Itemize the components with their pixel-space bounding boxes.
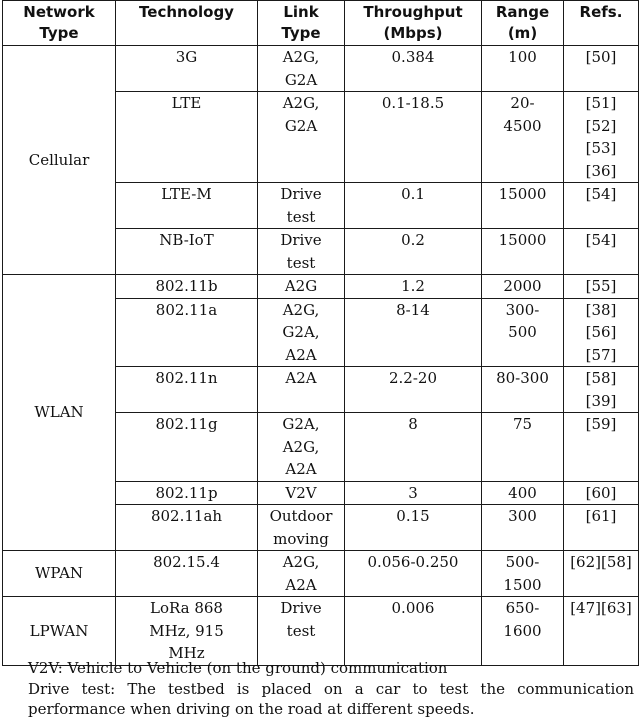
throughput-cell — [345, 229, 482, 275]
cell-text: [60] — [585, 483, 617, 502]
cell-text: 8-14 — [396, 300, 430, 319]
cell-text: 802.11b — [155, 277, 218, 295]
table-row — [3, 597, 639, 666]
cell-text: A2G, — [282, 94, 320, 112]
technology-cell — [116, 481, 258, 505]
header-text: Throughput — [363, 3, 463, 21]
throughput-cell — [345, 46, 482, 92]
header-network-type — [3, 1, 116, 46]
cell-text: 300 — [508, 507, 537, 525]
refs-cell — [564, 298, 639, 367]
throughput-cell — [345, 551, 482, 597]
note-v2v: V2V: Vehicle to Vehicle (on the ground) communication — [28, 659, 448, 677]
technology-cell — [116, 413, 258, 482]
table-row — [3, 551, 639, 597]
technology-cell — [116, 367, 258, 413]
cell-text: 2.2-20 — [388, 369, 437, 387]
refs-cell — [564, 229, 639, 275]
technology-cell — [116, 597, 258, 666]
header-technology — [116, 1, 258, 46]
header-row — [3, 1, 639, 46]
range-cell — [482, 92, 564, 183]
cell-text: [53] — [585, 139, 617, 157]
throughput-cell — [345, 298, 482, 367]
cell-text: 400 — [508, 483, 537, 502]
cell-text: Drive — [280, 599, 322, 617]
cell-text: 80-300 — [496, 369, 549, 387]
header-text: Type — [281, 24, 321, 42]
header-text: (Mbps) — [383, 24, 443, 42]
refs-cell — [564, 551, 639, 597]
cell-text: [47][63] — [570, 599, 632, 617]
cell-text: [56] — [585, 323, 617, 341]
header-link-type — [258, 1, 345, 46]
comparison-table — [2, 0, 639, 666]
throughput-cell — [345, 505, 482, 551]
network-type-cell: WLAN — [3, 275, 116, 551]
cell-text: [36] — [585, 161, 617, 180]
technology-cell — [116, 298, 258, 367]
cell-text: 75 — [512, 415, 533, 433]
range-cell — [482, 183, 564, 229]
cell-text: [54] — [585, 231, 617, 249]
throughput-cell — [345, 92, 482, 183]
cell-text: [57] — [585, 345, 617, 364]
cell-text: [50] — [585, 48, 617, 66]
cell-text: V2V — [285, 483, 317, 502]
cell-text: 15000 — [498, 231, 547, 249]
cell-text: [61] — [585, 507, 617, 525]
link-type-cell — [258, 551, 345, 597]
technology-cell — [116, 229, 258, 275]
refs-cell — [564, 275, 639, 299]
cell-text: [52] — [585, 116, 617, 135]
range-cell — [482, 505, 564, 551]
refs-cell — [564, 183, 639, 229]
note-drive-test: Drive test: The testbed is placed on a car to test the communication performance when driving on the road at different speeds. — [28, 679, 634, 718]
technology-cell — [116, 92, 258, 183]
cell-text: [59] — [585, 415, 617, 433]
link-type-cell — [258, 413, 345, 482]
range-cell — [482, 367, 564, 413]
cell-text: [38] — [585, 300, 617, 319]
throughput-cell — [345, 413, 482, 482]
cell-text: 1.2 — [401, 277, 425, 295]
cell-text: 1600 — [503, 621, 542, 640]
link-type-cell — [258, 505, 345, 551]
cell-text: NB-IoT — [159, 231, 214, 249]
cell-text: 0.384 — [391, 48, 435, 66]
cell-text: 100 — [508, 48, 537, 66]
refs-cell — [564, 46, 639, 92]
cell-text: 802.11p — [155, 483, 218, 502]
cell-text: 500- — [505, 553, 540, 571]
technology-cell — [116, 46, 258, 92]
cell-text: test — [286, 207, 316, 226]
cell-text: [62][58] — [570, 553, 632, 571]
cell-text: 8 — [408, 415, 418, 433]
cell-text: 802.11g — [155, 415, 218, 433]
link-type-cell — [258, 229, 345, 275]
cell-text: G2A, — [282, 415, 320, 433]
cell-text: Drive — [280, 185, 322, 203]
table-row — [3, 46, 639, 92]
cell-text: A2G, — [282, 300, 320, 319]
header-range — [482, 1, 564, 46]
cell-text: 500 — [508, 323, 537, 341]
throughput-cell — [345, 481, 482, 505]
throughput-cell — [345, 183, 482, 229]
table-notes — [28, 658, 634, 720]
cell-text: [39] — [585, 391, 617, 410]
throughput-cell — [345, 275, 482, 299]
link-type-cell — [258, 92, 345, 183]
cell-text: MHz, 915 — [149, 621, 224, 640]
link-type-cell — [258, 46, 345, 92]
cell-text: A2G — [284, 277, 318, 295]
cell-text: 802.11a — [155, 300, 218, 319]
refs-cell — [564, 413, 639, 482]
cell-text: A2A — [285, 369, 317, 387]
cell-text: A2G, — [282, 437, 320, 456]
cell-text: 802.15.4 — [153, 553, 220, 571]
link-type-cell — [258, 481, 345, 505]
cell-text: Drive — [280, 231, 322, 249]
throughput-cell — [345, 597, 482, 666]
refs-cell — [564, 92, 639, 183]
cell-text: 802.11ah — [150, 507, 223, 525]
range-cell — [482, 413, 564, 482]
header-text: Refs. — [579, 3, 623, 21]
cell-text: [51] — [585, 94, 617, 112]
header-text: Technology — [139, 3, 234, 21]
link-type-cell — [258, 597, 345, 666]
technology-cell — [116, 505, 258, 551]
cell-text: [54] — [585, 185, 617, 203]
throughput-cell — [345, 367, 482, 413]
link-type-cell — [258, 367, 345, 413]
network-type-cell: WPAN — [3, 551, 116, 597]
link-type-cell — [258, 183, 345, 229]
cell-text: 300- — [505, 300, 540, 319]
cell-text: LoRa 868 — [150, 599, 223, 617]
link-type-cell — [258, 275, 345, 299]
range-cell — [482, 275, 564, 299]
range-cell — [482, 229, 564, 275]
cell-text: 1500 — [503, 575, 542, 594]
cell-text: 0.1-18.5 — [381, 94, 445, 112]
network-type-cell: LPWAN — [3, 597, 116, 666]
refs-cell — [564, 597, 639, 666]
cell-text: MHz — [168, 644, 205, 662]
range-cell — [482, 46, 564, 92]
cell-text: G2A, — [282, 323, 320, 341]
refs-cell — [564, 505, 639, 551]
technology-cell — [116, 183, 258, 229]
cell-text: 802.11n — [155, 369, 218, 387]
cell-text: 20- — [510, 94, 535, 112]
cell-text: 3G — [175, 48, 198, 66]
refs-cell — [564, 481, 639, 505]
header-text: Network — [23, 3, 95, 21]
table-row — [3, 275, 639, 299]
cell-text: A2A — [285, 460, 317, 478]
range-cell — [482, 481, 564, 505]
range-cell — [482, 551, 564, 597]
cell-text: 15000 — [498, 185, 547, 203]
cell-text: [55] — [585, 277, 617, 295]
header-throughput — [345, 1, 482, 46]
cell-text: 2000 — [503, 277, 542, 295]
header-text: (m) — [507, 24, 538, 42]
header-text: Range — [495, 3, 550, 21]
cell-text: 650- — [505, 599, 540, 617]
cell-text: G2A — [284, 116, 318, 135]
cell-text: A2A — [285, 345, 317, 364]
cell-text: test — [286, 621, 316, 640]
technology-cell — [116, 551, 258, 597]
cell-text: Outdoor — [269, 507, 333, 525]
cell-text: 0.15 — [396, 507, 430, 525]
cell-text: 3 — [408, 483, 418, 502]
cell-text: 0.006 — [391, 599, 435, 617]
table-header — [3, 1, 639, 46]
refs-cell — [564, 367, 639, 413]
cell-text: 0.056-0.250 — [367, 553, 459, 571]
header-text: Link — [283, 3, 319, 21]
cell-text: [58] — [585, 369, 617, 387]
header-text: Type — [39, 24, 79, 42]
cell-text: A2G, — [282, 48, 320, 66]
range-cell — [482, 597, 564, 666]
cell-text: A2A — [285, 575, 317, 594]
table-body — [3, 46, 639, 666]
cell-text: LTE — [171, 94, 202, 112]
cell-text: 0.2 — [401, 231, 425, 249]
network-type-cell: Cellular — [3, 46, 116, 275]
cell-text: A2G, — [282, 553, 320, 571]
cell-text: moving — [273, 529, 329, 548]
link-type-cell — [258, 298, 345, 367]
cell-text: test — [286, 253, 316, 272]
cell-text: G2A — [284, 70, 318, 89]
cell-text: LTE-M — [161, 185, 212, 203]
technology-cell — [116, 275, 258, 299]
cell-text: 4500 — [503, 116, 542, 135]
range-cell — [482, 298, 564, 367]
header-refs — [564, 1, 639, 46]
cell-text: 0.1 — [401, 185, 425, 203]
